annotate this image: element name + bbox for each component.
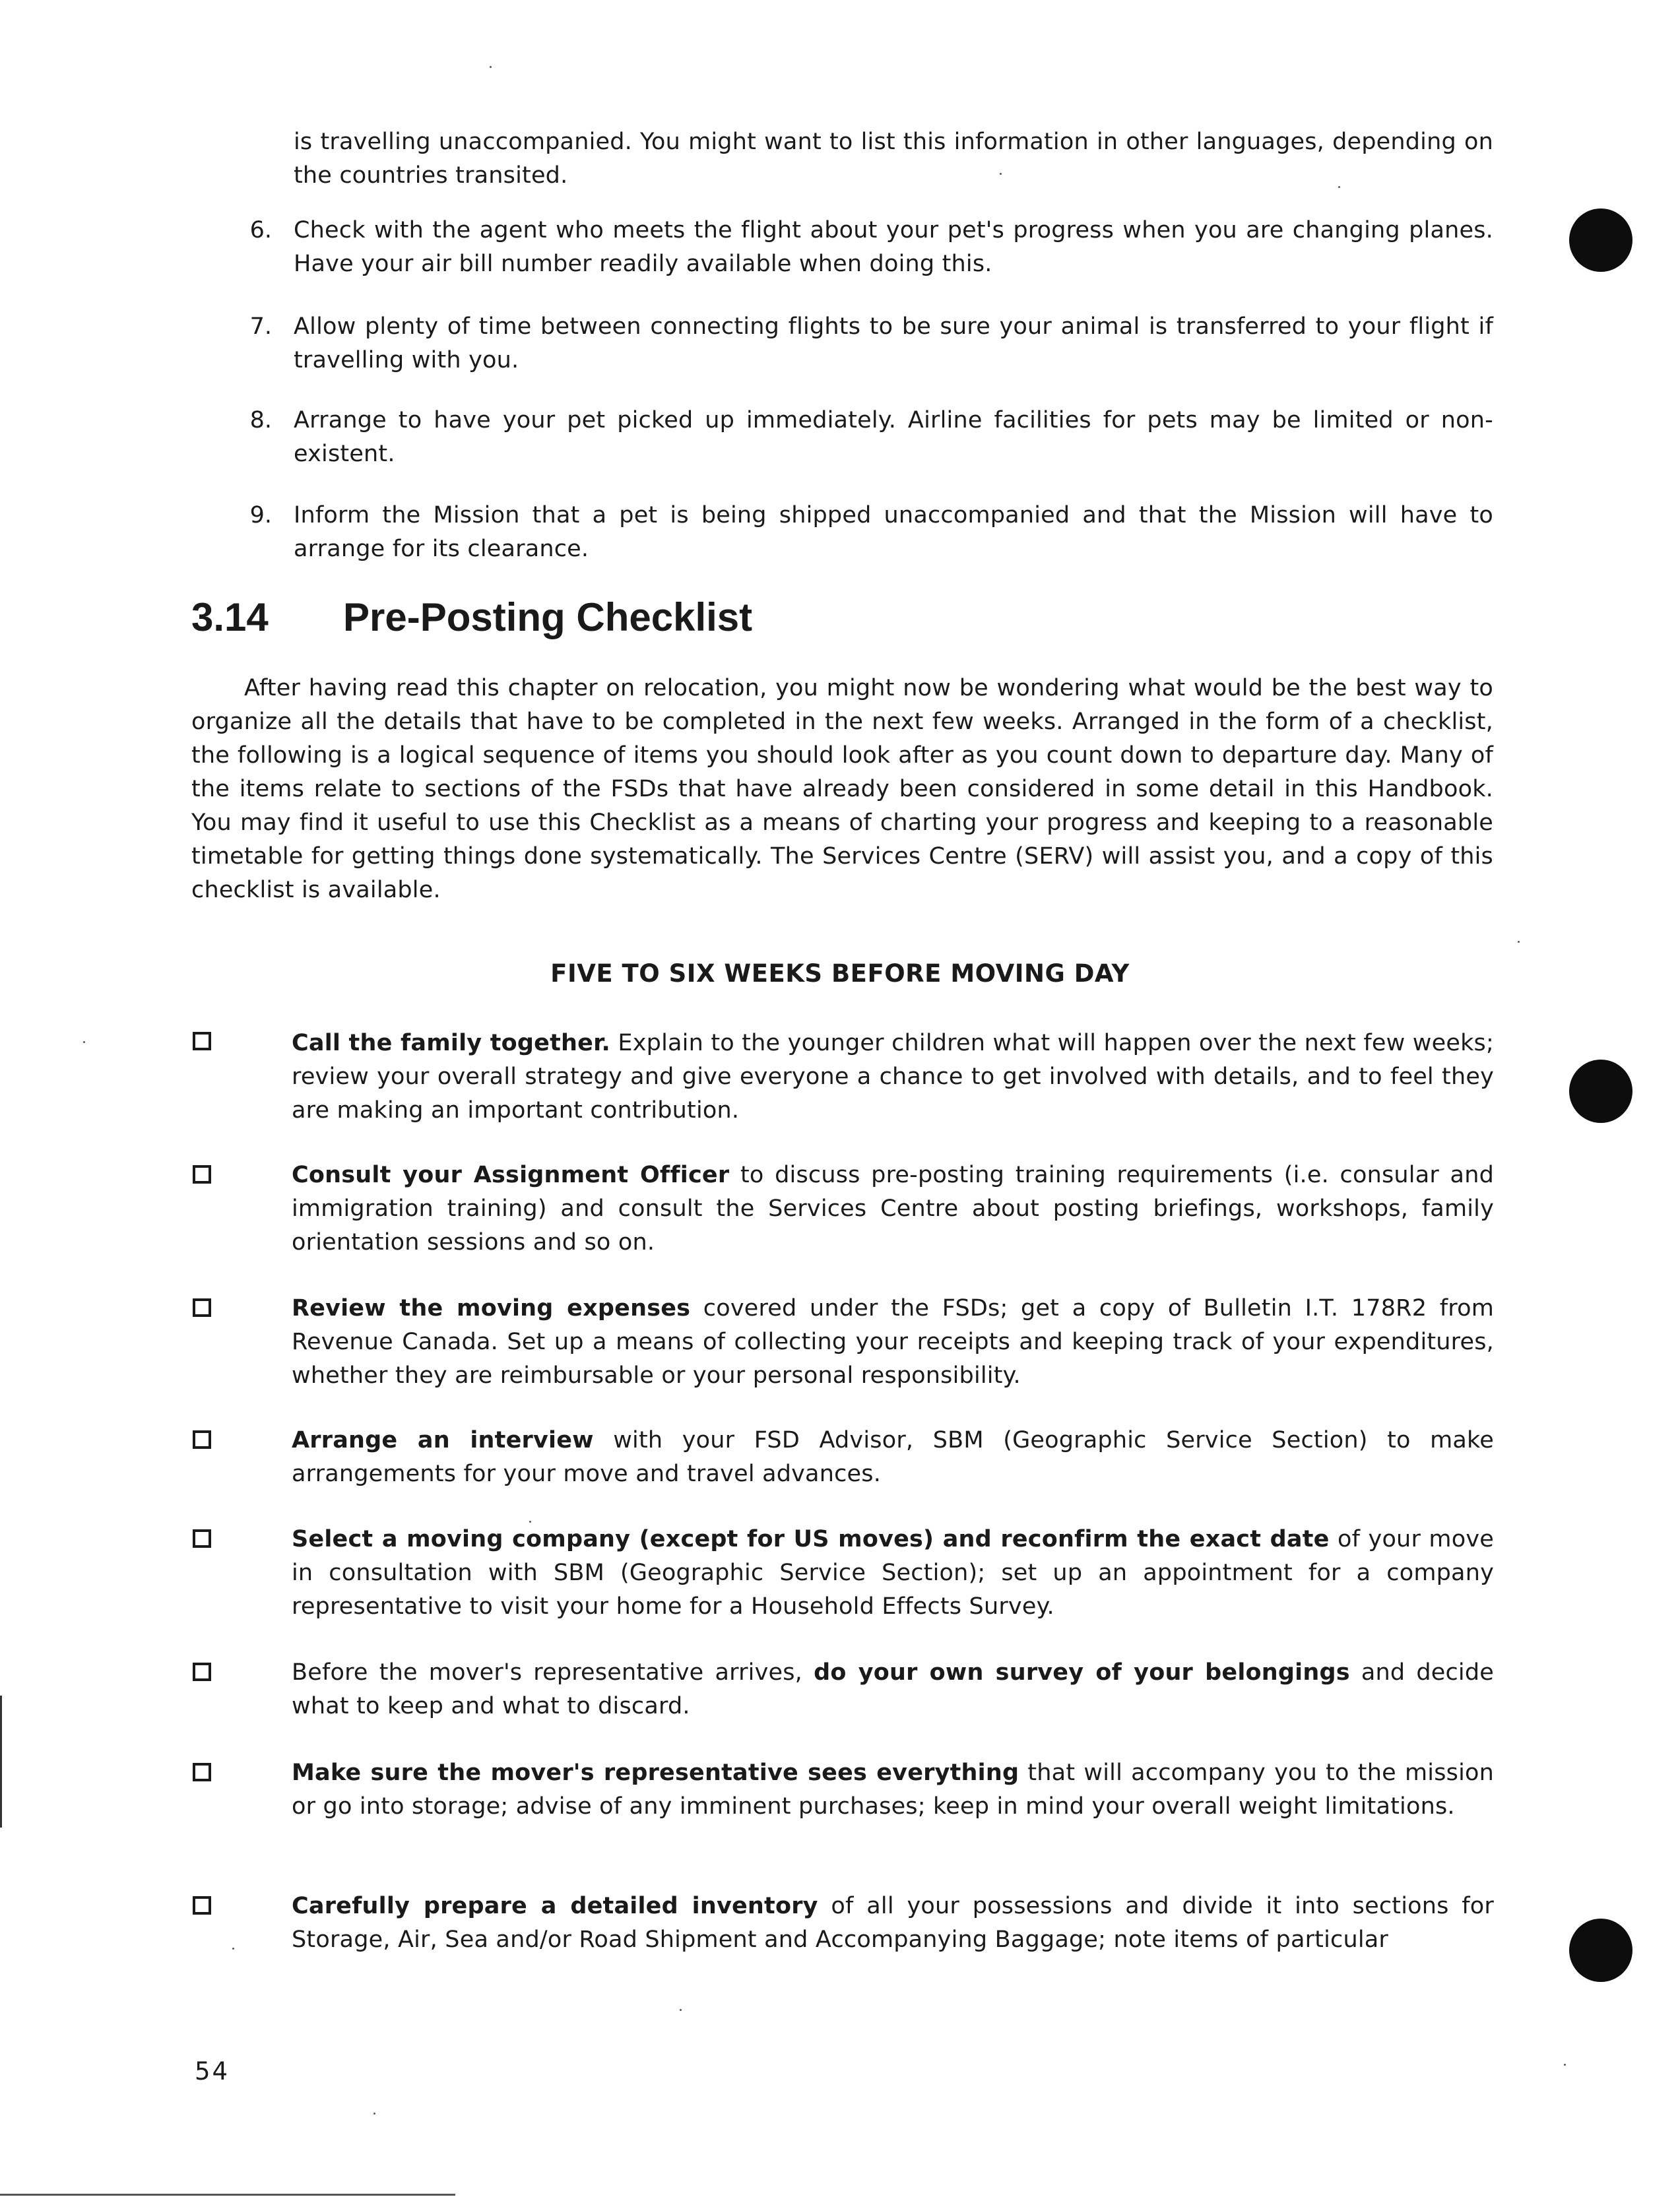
scan-speck xyxy=(1518,941,1520,943)
list-number: 6. xyxy=(249,217,272,243)
checklist-checkbox[interactable] xyxy=(193,1763,211,1781)
scan-bottom-line xyxy=(0,2194,455,2196)
section-heading xyxy=(191,591,752,644)
scan-speck xyxy=(83,1041,85,1043)
checklist-checkbox[interactable] xyxy=(193,1298,211,1317)
scan-speck xyxy=(232,1948,234,1950)
scan-speck xyxy=(490,66,492,68)
list-item-text: Allow plenty of time between connecting flights to be sure your animal is transferred to your flight if travelling with you. xyxy=(294,313,1493,373)
checklist-checkbox[interactable] xyxy=(193,1663,211,1681)
scan-speck xyxy=(1564,2064,1566,2066)
checklist-item: Review the moving expenses covered under the FSDs; get a copy of Bulletin I.T. 178R2 from Revenue Canada. Set up a means of collecting your receipts and keeping track of your expenditures, whether they are reimbursable or your personal responsibility. xyxy=(292,1295,1494,1389)
list-number: 8. xyxy=(249,407,272,433)
scan-speck xyxy=(373,2113,375,2115)
section-intro-paragraph: After having read this chapter on relocation, you might now be wondering what would be the best way to organize all the details that have to be completed in the next few weeks. Arranged in the form of a checklist, the following is a logical sequence of items you should look after as you count down to departure day. Many of the items relate to sections of the FSDs that have already been considered in some detail in this Handbook. You may find it useful to use this Checklist as a means of charting your progress and keeping to a reasonable timetable for getting things done systematically. The Services Centre (SERV) will assist you, and a copy of this checklist is available. xyxy=(191,675,1493,903)
checklist-checkbox[interactable] xyxy=(193,1529,211,1548)
checklist-item: Consult your Assignment Officer to discuss pre-posting training requirements (i.e. consular and immigration training) and consult the Services Centre about posting briefings, workshops, family orientation sessions and so on. xyxy=(292,1162,1494,1256)
list-item-text: Arrange to have your pet picked up immediately. Airline facilities for pets may be limited or non-existent. xyxy=(294,407,1493,467)
page-number: 54 xyxy=(195,2057,230,2086)
checklist-item: Carefully prepare a detailed inventory of all your possessions and divide it into sections for Storage, Air, Sea and/or Road Shipment and Accompanying Baggage; note items of particular xyxy=(292,1893,1494,1953)
checklist-heading: FIVE TO SIX WEEKS BEFORE MOVING DAY xyxy=(550,959,1130,988)
list-item-text: Check with the agent who meets the flight about your pet's progress when you are changing planes. Have your air bill number readily available when doing this. xyxy=(294,217,1493,277)
continuation-paragraph: is travelling unaccompanied. You might want to list this information in other languages, depending on the countries transited. xyxy=(294,129,1493,189)
checklist-item: Arrange an interview with your FSD Advisor, SBM (Geographic Service Section) to make arrangements for your move and travel advances. xyxy=(292,1427,1495,1487)
checklist-item: Before the mover's representative arrives, do your own survey of your belongings and decide what to keep and what to discard. xyxy=(292,1659,1494,1719)
checklist-item: Make sure the mover's representative sees everything that will accompany you to the mission or go into storage; advise of any imminent purchases; keep in mind your overall weight limitations. xyxy=(292,1760,1494,1820)
binder-hole-bottom xyxy=(1569,1919,1632,1982)
checklist-checkbox[interactable] xyxy=(193,1896,211,1915)
list-number: 9. xyxy=(249,502,272,528)
scan-speck xyxy=(680,2009,682,2011)
list-item-text: Inform the Mission that a pet is being shipped unaccompanied and that the Mission will have to arrange for its clearance. xyxy=(294,502,1493,562)
binder-hole-top xyxy=(1569,208,1632,272)
checklist-item: Select a moving company (except for US moves) and reconfirm the exact date of your move in consultation with SBM (Geographic Service Section); set up an appointment for a company representative to visit your home for a Household Effects Survey. xyxy=(292,1526,1494,1620)
checklist-checkbox[interactable] xyxy=(193,1430,211,1449)
checklist-item: Call the family together. Explain to the younger children what will happen over the next few weeks; review your overall strategy and give everyone a chance to get involved with details, and to feel they are making an important contribution. xyxy=(292,1030,1494,1124)
section-number: 3.14 xyxy=(191,595,269,639)
checklist-checkbox[interactable] xyxy=(193,1032,211,1050)
binder-hole-middle xyxy=(1569,1060,1632,1123)
list-number: 7. xyxy=(249,313,272,340)
scan-edge-line xyxy=(0,1696,2,1828)
section-title: Pre-Posting Checklist xyxy=(343,595,753,639)
checklist-checkbox[interactable] xyxy=(193,1165,211,1184)
